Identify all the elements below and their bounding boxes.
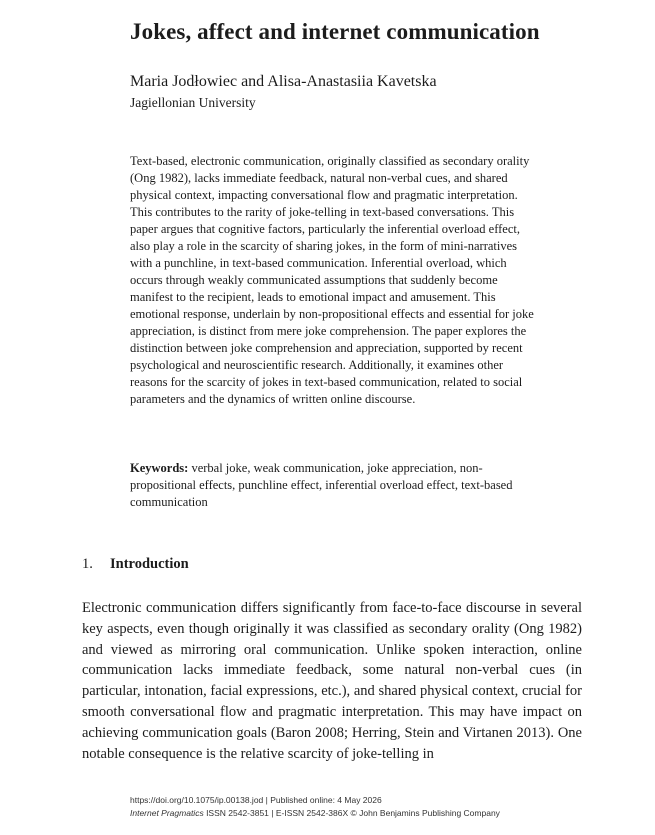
section-heading	[82, 556, 189, 573]
page-footer	[130, 794, 500, 820]
section-body-text: Electronic communication differs significantly from face-to-face discourse in several key aspects, even though originally it was classified as secondary orality (Ong 1982) and viewed as mirroring oral communication. Unlike spoken interaction, online communication lacks immediate feedback, some natural non-verbal cues (in particular, intonation, facial expressions, etc.), and shared physical context, crucial for smooth conversational flow and pragmatic interpretation. This may have impact on achieving communication goals (Baron 2008; Herring, Stein and Virtanen 2013). One notable consequence is the relative scarcity of joke-telling in	[82, 600, 582, 762]
footer-issn: ISSN 2542-3851 | E-ISSN 2542-386X © John Benjamins Publishing Company	[203, 808, 500, 818]
abstract: Text-based, electronic communication, originally classified as secondary orality (Ong 1982), lacks immediate feedback, natural non-verbal cues, and shared physical context, impacting conversational flow and pragmatic interpretation. This contributes to the rarity of joke-telling in text-based conversations. This paper argues that cognitive factors, particularly the inferential overload effect, also play a role in the scarcity of sharing jokes, in the form of mini-narratives with a punchline, in text-based communication. Inferential overload, which occurs through weakly communicated assumptions that suddenly become manifest to the recipient, leads to emotional impact and amusement. This emotional response, underlain by non-propositional effects and essential for joke appreciation, is distinct from mere joke comprehension. The paper explores the distinction between joke comprehension and appreciation, supported by recent psychological and neuroscientific research. Additionally, it examines other reasons for the scarcity of jokes in text-based communication, related to social parameters and the dynamics of written online discourse.	[130, 154, 534, 406]
footer-journal-line	[130, 807, 500, 820]
section-number: 1.	[82, 556, 93, 572]
keywords-label: Keywords:	[130, 461, 189, 475]
author-names: Maria Jodłowiec and Alisa-Anastasiia Kavetska	[130, 73, 437, 90]
author-affiliation: Jagiellonian University	[130, 95, 256, 110]
paper-title: Jokes, affect and internet communication	[130, 19, 540, 44]
section-title: Introduction	[110, 556, 189, 572]
keywords	[130, 460, 535, 511]
footer-doi-line: https://doi.org/10.1075/ip.00138.jod | Published online: 4 May 2026	[130, 795, 382, 805]
footer-journal-name: Internet Pragmatics	[130, 808, 204, 818]
keywords-list: verbal joke, weak communication, joke appreciation, non-propositional effects, punchline effect, inferential overload effect, text-based communication	[130, 461, 513, 509]
